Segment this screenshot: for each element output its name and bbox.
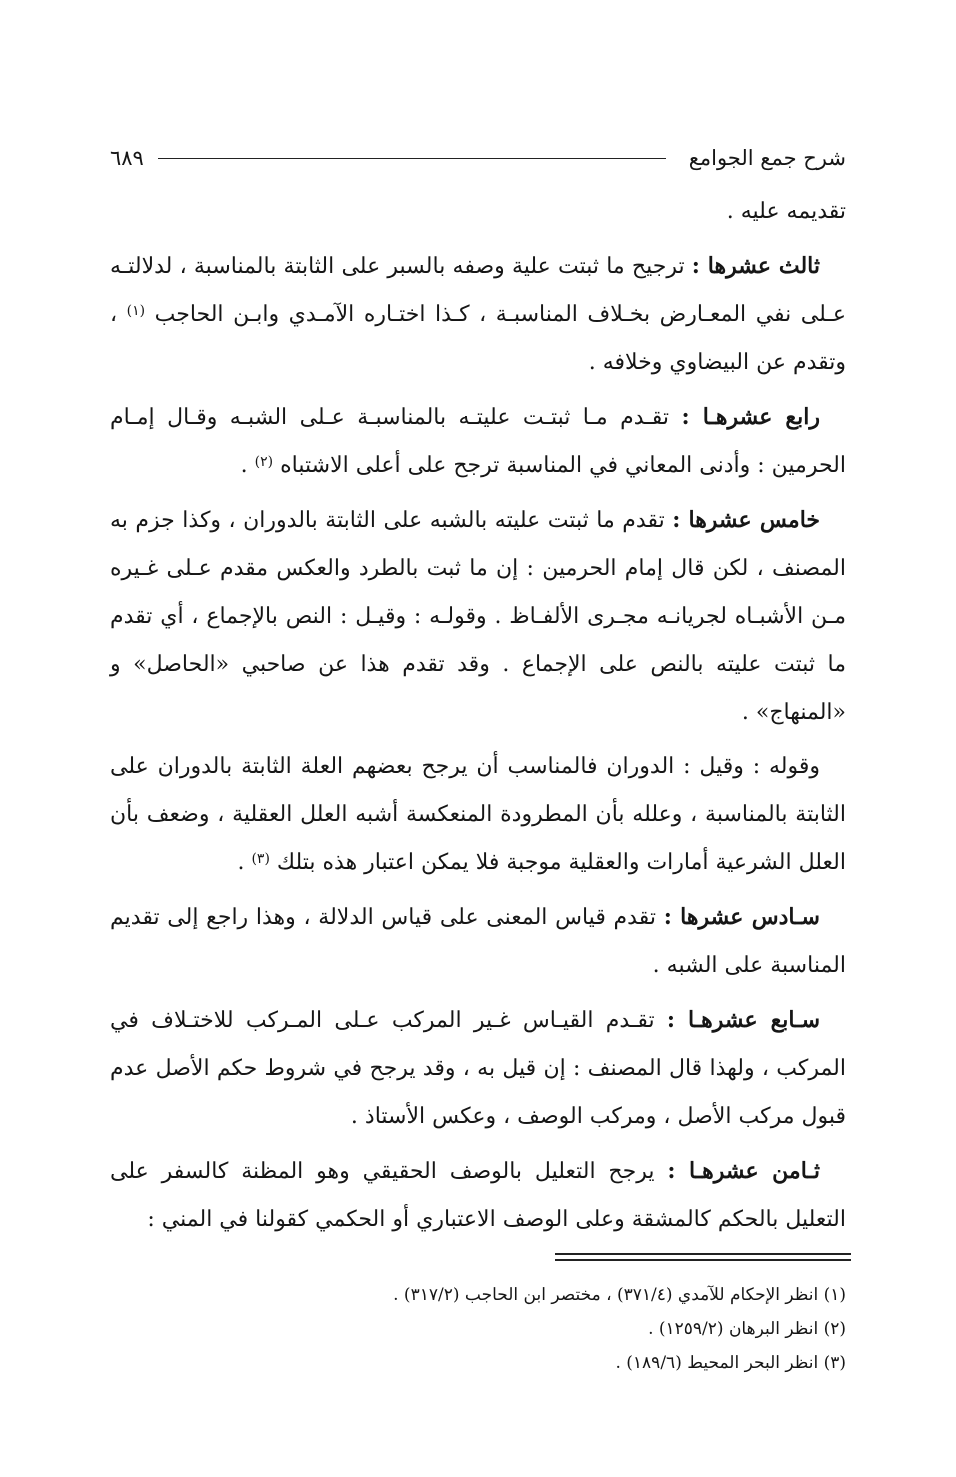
footnote-separator-double (555, 1259, 851, 1261)
paragraph-text: تقـدم القيـاس غـير المركب عـلى المـركب للاختـلاف في المركب ، ولهذا قال المصنف : إن قيل به ، وقد يرجح في شروط حكم الأصل عدم قبول مركب الأصل ، ومركب الوصف ، وعكس الأستاذ . (110, 1008, 846, 1129)
paragraph-text: تقدم ما ثبتت عليته بالشبه على الثابتة بالدوران ، وكذا جزم به المصنف ، لكن قال إمام الحرمين : إن ما ثبت بالطرد والعكس مقدم عـلى غـيره مـن الأشبـاه لجريانـه مجـرى الألفـاظ . وقولـه : وقيـل : النص بالإجماع ، أي تقدم ما ثبتت عليته بالنص على الإجماع . وقد تقدم هذا عن صاحبي «الحاصل» و «المنهاج» . (110, 508, 846, 725)
paragraph-18 (110, 1147, 846, 1244)
paragraph-14 (110, 393, 846, 490)
footnotes (110, 1278, 846, 1380)
footnote-separator (555, 1253, 851, 1255)
footnote-1: (١) انظر الإحكام للآمدي (٣٧١/٤) ، مختصر ابن الحاجب (٣١٧/٢) . (393, 1285, 846, 1305)
footnote-3: (٣) انظر البحر المحيط (١٨٩/٦) . (615, 1353, 846, 1373)
paragraph-text: تقـدم مـا ثبتـت عليتـه بالمناسبـة عـلى الشبـه وقـال إمـام الحرمين : وأدنى المعاني في المناسبة ترجح على أعلى الاشتباه (110, 405, 846, 478)
footnote-ref: (٢) (254, 454, 274, 470)
paragraph-lead: ثـامن عشرهـا : (667, 1158, 820, 1184)
paragraph-tail: . (237, 850, 252, 875)
footnote-2: (٢) انظر البرهان (١٢٥٩/٢) . (648, 1319, 846, 1339)
running-title: شرح جمع الجوامع (688, 146, 846, 170)
paragraph-lead: سـابع عشرهـا : (666, 1007, 821, 1033)
paragraph-text: وقوله : وقيل : الدوران فالمناسب أن يرجح بعضهم العلة الثابتة بالدوران على الثابتة بالمناسبة ، وعلله بأن المطرودة المنعكسة أشبه العلل العقلية ، وضعف بأن العلل الشرعية أمارات والعقلية موجبة فلا يمكن اعتبار هذه بتلك (110, 754, 846, 875)
footnote-ref: (٣) (251, 851, 270, 867)
paragraph-text: يرجح التعليل بالوصف الحقيقي وهو المظنة كالسفر على التعليل بالحكم كالمشقة وعلى الوصف الاعتباري أو الحكمي كقولنا في المني : (110, 1159, 846, 1232)
paragraph-text: ترجيح ما ثبتت علية وصفه بالسبر على الثابتة بالمناسبة ، لدلالتـه عـلى نفي المعـارض بخـلاف المناسبـة ، كـذا اختـاره الآمـدي وابـن الحاجب (110, 254, 846, 327)
paragraph-15 (110, 496, 846, 737)
paragraph-lead: رابع عشرهـا : (681, 404, 821, 430)
paragraph-lead: خامس عشرها : (672, 507, 820, 533)
header-rule (158, 158, 666, 159)
page-number: ٦٨٩ (110, 146, 144, 170)
running-header (110, 138, 846, 178)
footnote-ref: (١) (126, 303, 146, 319)
paragraph-17 (110, 996, 846, 1141)
paragraph-lead: سـادس عشرها : (663, 904, 820, 930)
paragraph-tail: ، وتقدم عن البيضاوي وخلافه . (110, 302, 846, 375)
paragraph-13 (110, 242, 846, 387)
paragraph-text: تقدم قياس المعنى على قياس الدلالة ، وهذا راجع إلى تقديم المناسبة على الشبه . (110, 905, 846, 978)
paragraph-lead: ثالث عشرها : (691, 253, 820, 279)
paragraph-continuation (110, 188, 846, 236)
paragraph-text: تقديمه عليه . (726, 199, 846, 224)
paragraph-16 (110, 893, 846, 990)
main-text (110, 188, 846, 1250)
paragraph-tail: . (240, 453, 255, 478)
paragraph-commentary (110, 743, 846, 887)
